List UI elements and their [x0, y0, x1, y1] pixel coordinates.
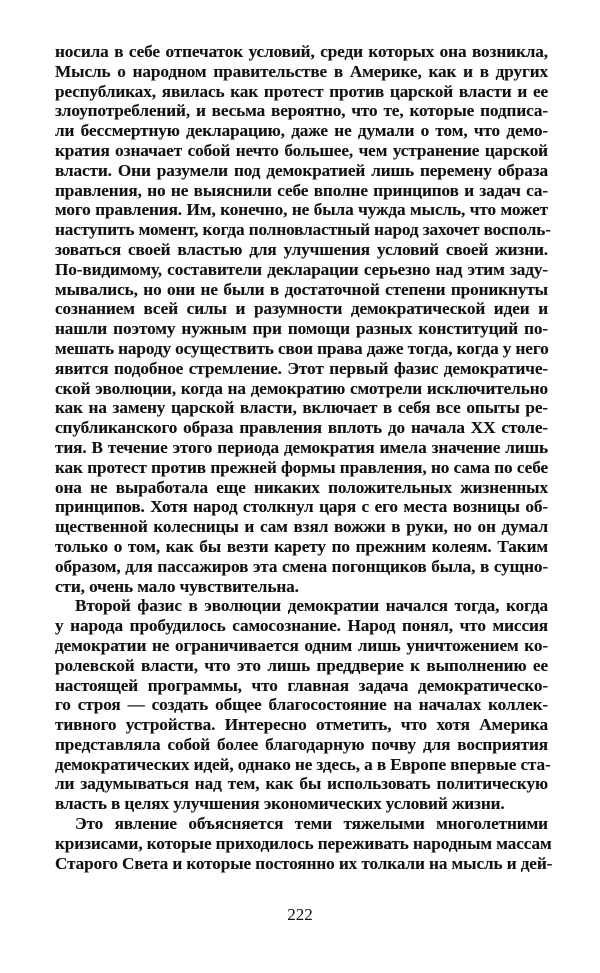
text-line: правления, но не выяснили себе вполне принципов и задач са-	[55, 180, 548, 200]
text-line: явится подобное стремление. Этот первый фазис демократиче-	[55, 358, 548, 378]
text-line: кратия означает собой нечто большее, чем устранение царской	[55, 140, 548, 160]
text-line: сознанием всей силы и разумности демократической идеи и	[55, 299, 548, 319]
text-line: республиках, явилась как протест против царской власти и ее	[55, 81, 548, 101]
text-line: го строя — создать общее благосостояние на началах коллек-	[55, 695, 548, 715]
text-line: ли бессмертную декларацию, даже не думали о том, что демо-	[55, 121, 548, 141]
text-line: настоящей программы, что главная задача демократическо-	[55, 675, 548, 695]
text-line: мывались, но они не были в достаточной степени проникнуты	[55, 279, 548, 299]
text-line: она не выработала еще никаких положительных жизненных	[55, 477, 548, 497]
text-line: демократических идей, однако не здесь, а в Европе впервые ста-	[55, 754, 551, 774]
text-line: у народа пробудилось самосознание. Народ понял, что миссия	[55, 616, 548, 636]
text-line: Мысль о народном правительстве в Америке, как и в других	[55, 61, 548, 81]
text-line: зоваться своей властью для улучшения условий своей жизни.	[55, 239, 548, 259]
text-line: ли задумываться над тем, как бы использовать политическую	[55, 774, 548, 794]
text-line: сти, очень мало чувствительна.	[55, 576, 299, 596]
text-line: Старого Света и которые постоянно их толкали на мысль и дей-	[55, 853, 553, 873]
text-line: кризисами, которые приходилось переживать народным массам	[55, 833, 552, 853]
text-line: злоупотреблений, и весьма вероятно, что те, которые подписа-	[55, 101, 548, 121]
text-line: принципов. Хотя народ столкнул царя с его места возницы об-	[55, 497, 548, 517]
text-line: мешать народу осуществить свои права даже тогда, когда у него	[55, 338, 549, 358]
text-line: спубликанского образа правления вплоть до начала XX столе-	[55, 418, 548, 438]
text-line: демократии не ограничивается одним лишь уничтожением ко-	[55, 635, 548, 655]
text-line: носила в себе отпечаток условий, среди которых она возникла,	[55, 42, 548, 61]
text-line: власть в целях улучшения экономических условий жизни.	[55, 794, 505, 814]
text-line: нашли поэтому нужным при помощи разных конституций по-	[55, 319, 548, 339]
page-number: 222	[287, 905, 313, 924]
text-line: только о том, как бы везти карету по прежним колеям. Таким	[55, 536, 548, 556]
page-body-text	[55, 42, 553, 873]
text-line: ролевской власти, что это лишь преддверие к выполнению ее	[55, 655, 548, 675]
text-line: власти. Они разумели под демократией лишь перемену образа	[55, 160, 548, 180]
text-line: как на замену царской власти, включает в себя все опыты ре-	[55, 398, 548, 418]
text-line: Это явление объясняется теми тяжелыми многолетними	[75, 814, 548, 834]
text-line: мого правления. Им, конечно, не была чужда мысль, что может	[55, 200, 548, 220]
text-line: тия. В течение этого периода демократия имела значение лишь	[55, 437, 548, 457]
text-line: тивного устройства. Интересно отметить, что хотя Америка	[55, 715, 548, 735]
text-line: ской эволюции, когда на демократию смотрели исключительно	[55, 378, 548, 398]
text-line: Второй фазис в эволюции демократии начался тогда, когда	[75, 596, 548, 616]
text-line: образом, для пассажиров эта смена погонщиков была, в сущно-	[55, 556, 548, 576]
text-line: щественной колесницы и сам взял вожжи в руки, но он думал	[55, 517, 548, 537]
text-line: По-видимому, составители декларации серьезно над этим заду-	[55, 259, 548, 279]
text-line: как протест против прежней формы правления, но сама по себе	[55, 457, 548, 477]
text-line: наступить момент, когда полновластный народ захочет восполь-	[55, 220, 551, 240]
text-line: представляла собой более благодарную почву для восприятия	[55, 734, 548, 754]
